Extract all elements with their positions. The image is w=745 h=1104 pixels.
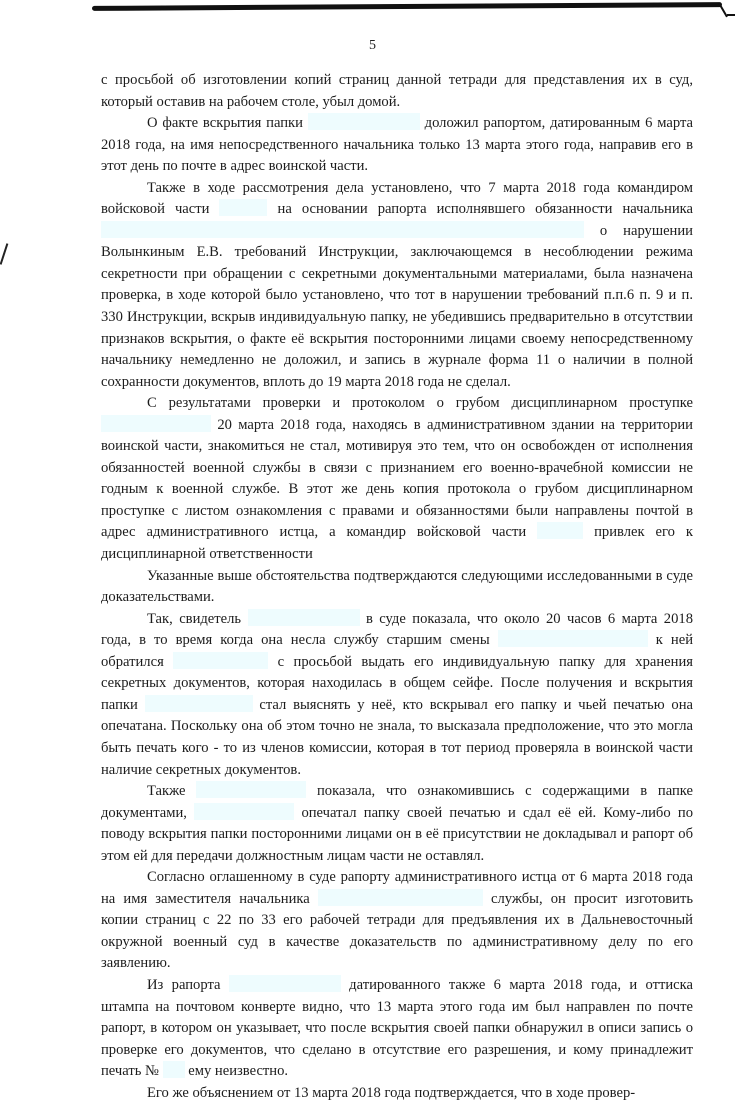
- scan-edge-shadow: [92, 2, 722, 11]
- redacted-name: [145, 695, 253, 712]
- text-segment: к ней обратился: [101, 632, 694, 670]
- text-segment: в суде показала, что около 20 часов 6 марта 2018 года, в то время когда она несла службу старшим смены: [101, 610, 693, 649]
- redacted-name: [498, 630, 648, 647]
- margin-pen-mark: [0, 243, 8, 265]
- redacted-name: [163, 1061, 185, 1078]
- text-segment: о нарушении Волынкиным Е.В. требований Инструкции, заключающемся в несоблюдении режима секретности при обращении с секретными документальными материалами, была назначена проверка, в ходе которой было установлено, что тот в нарушении требований п.п.6 п. 9 и п. 330 Инструкции, вскрыв индивидуальную папку, не убедившись предварительно в отсутствии признаков вскрытия, о факте её вскрытия посторонними лицами своему непосредственному начальнику немедленно не доложил, и запись в журнале форма 11 о наличии в полной сохранности документов, вплоть до 19 марта 2018 года не сделал.: [101, 222, 693, 390]
- text-segment: Согласно оглашенному в суде рапорту административного истца от 6 марта 2018 года на имя заместителя начальника: [101, 869, 693, 907]
- text-segment: Также в ходе рассмотрения дела установлено, что 7 марта 2018 года командиром войсковой части: [101, 179, 693, 218]
- text-segment: ему неизвестно.: [184, 1063, 289, 1080]
- redacted-name: [318, 889, 483, 906]
- paragraph-p5: [101, 566, 693, 609]
- text-segment: датированного также 6 марта 2018 года, и оттиска штампа на почтовом конверте видно, что 13 марта этого года им был направлен по почте рапорт, в котором он указывает, что после вскрытия своей папки обнаружил в описи запись о проверке его документов, что сделано в отсутствие его разрешения, и кому принадлежит печать №: [101, 976, 693, 1080]
- text-segment: О факте вскрытия папки: [147, 115, 308, 132]
- text-segment: на основании рапорта исполнявшего обязанности начальника: [267, 201, 694, 218]
- text-segment: службы, он просит изготовить копии страниц с 22 по 33 его рабочей тетради для предъявления их в Дальневосточный окружной военный суд в качестве доказательств по административному делу по его заявлению.: [101, 890, 693, 972]
- page-number: 5: [369, 38, 376, 53]
- text-segment: 20 марта 2018 года, находясь в административном здании на территории воинской части, знакомиться не стал, мотивируя это тем, что он освобожден от исполнения обязанностей военной службы в связи с признанием его военно-врачебной комиссии не годным к военной службе. В этот же день копия протокола о грубом дисциплинарном проступке с листом ознакомления с правами и обязанностями были направлены почтой в адрес административного истца, а командир войсковой части: [101, 416, 693, 541]
- redacted-name: [219, 199, 267, 216]
- paragraph-p6: [101, 609, 693, 781]
- redacted-name: [173, 652, 268, 669]
- paragraph-p3: [101, 178, 693, 393]
- redacted-name: [194, 803, 294, 820]
- document-body: [101, 70, 693, 1104]
- paragraph-p8: [101, 867, 693, 975]
- text-segment: Указанные выше обстоятельства подтверждаются следующими исследованными в суде доказательствами.: [101, 567, 693, 606]
- paragraph-p7: [101, 781, 693, 867]
- text-segment: с просьбой выдать его индивидуальную папку для хранения секретных документов, которая находилась в общем сейфе. После получения и вскрытия папки: [101, 653, 693, 713]
- paragraph-p9: [101, 975, 693, 1083]
- redacted-name: [308, 113, 420, 130]
- text-segment: доложил рапортом, датированным 6 марта 2018 года, на имя непосредственного начальника только 13 марта этого года, направив его в этот день по почте в адрес воинской части.: [101, 115, 694, 175]
- redacted-name: [101, 415, 211, 432]
- redacted-name: [537, 522, 583, 539]
- text-segment: привлек его к дисциплинарной ответственности: [101, 524, 693, 563]
- redacted-name: [229, 975, 341, 992]
- paragraph-p4: [101, 393, 693, 565]
- paragraph-p1: [101, 70, 693, 113]
- text-segment: показала, что ознакомившись с содержащими в папке документами,: [101, 783, 693, 821]
- text-segment: Также: [147, 783, 197, 800]
- text-segment: стал выяснять у неё, кто вскрывал его папку и чьей печатью она опечатана. Поскольку она об этом точно не знала, то высказала предположение, что это могла быть печать кого - то из членов комиссии, которая в тот период проверяла в воинской части наличие секретных документов.: [101, 696, 693, 778]
- redacted-name: [101, 221, 584, 238]
- redacted-name: [248, 609, 360, 626]
- text-segment: Из рапорта: [147, 976, 229, 993]
- text-segment: С результатами проверки и протоколом о грубом дисциплинарном проступке: [147, 395, 693, 412]
- redacted-name: [196, 781, 306, 798]
- paragraph-p2: [101, 113, 693, 178]
- scan-edge-corner-mark: [727, 14, 735, 16]
- text-segment: с просьбой об изготовлении копий страниц данной тетради для представления их в суд, который оставив на рабочем столе, убыл домой.: [101, 72, 693, 110]
- text-segment: Так, свидетель: [147, 610, 248, 627]
- text-segment: опечатал папку своей печатью и сдал её ей. Кому-либо по поводу вскрытия папки посторонними лицами он в её присутствии не докладывал и рапорт об этом ей для передачи должностным лицам части не оставлял.: [101, 804, 693, 864]
- paragraph-p10: [101, 1083, 693, 1104]
- text-segment: Его же объяснением от 13 марта 2018 года подтверждается, что в ходе провер-: [147, 1084, 636, 1101]
